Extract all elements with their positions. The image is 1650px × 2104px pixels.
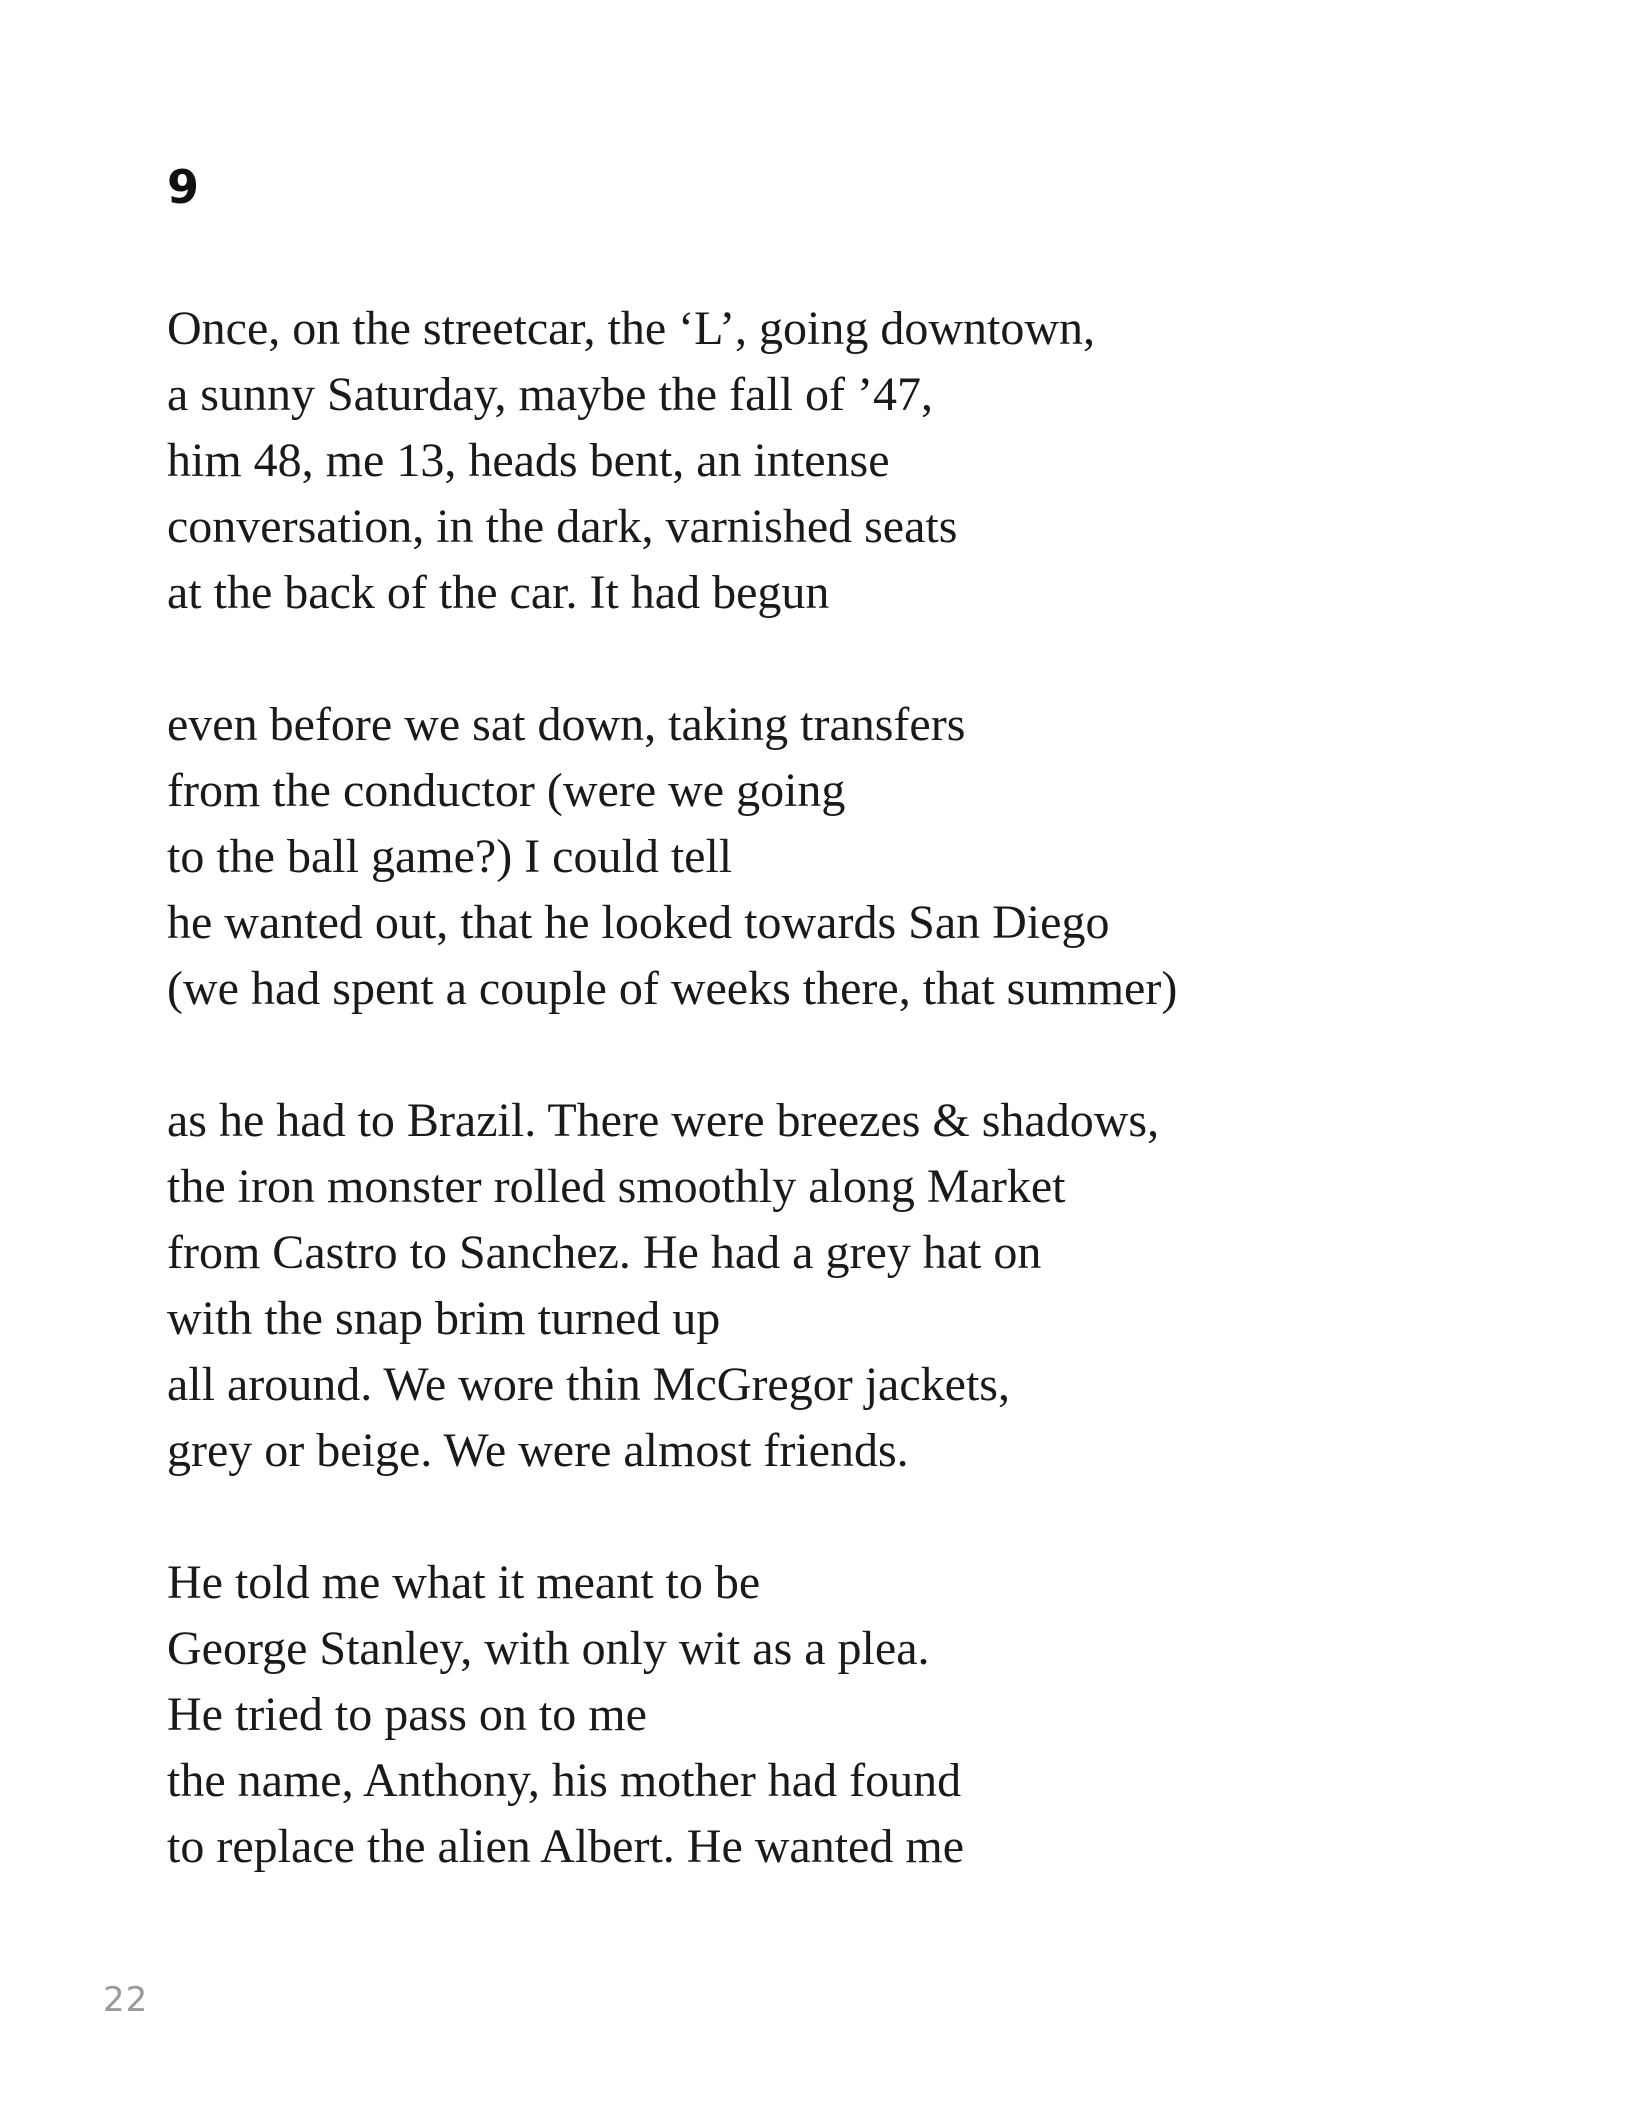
poem-line: He told me what it meant to be bbox=[167, 1556, 761, 1609]
poem-line: him 48, me 13, heads bent, an intense bbox=[167, 434, 890, 487]
poem-line: from Castro to Sanchez. He had a grey hat on bbox=[167, 1226, 1042, 1279]
poem-line: (we had spent a couple of weeks there, that summer) bbox=[167, 962, 1178, 1015]
poem-line: as he had to Brazil. There were breezes & shadows, bbox=[167, 1094, 1160, 1147]
stanza-3 bbox=[167, 1088, 1367, 1484]
poem-line: at the back of the car. It had begun bbox=[167, 566, 830, 619]
poem-line: He tried to pass on to me bbox=[167, 1688, 647, 1741]
poem-line: George Stanley, with only wit as a plea. bbox=[167, 1622, 930, 1675]
page-number: 22 bbox=[103, 1980, 149, 2020]
poem-line: from the conductor (were we going bbox=[167, 764, 846, 817]
poem-line: he wanted out, that he looked towards San Diego bbox=[167, 896, 1110, 949]
poem-line: with the snap brim turned up bbox=[167, 1292, 721, 1345]
poem-line: Once, on the streetcar, the ‘L’, going downtown, bbox=[167, 302, 1096, 355]
stanza-2 bbox=[167, 692, 1367, 1022]
poem-line: to the ball game?) I could tell bbox=[167, 830, 733, 883]
poem-line: to replace the alien Albert. He wanted me bbox=[167, 1820, 964, 1873]
stanza-1 bbox=[167, 296, 1367, 626]
poem-body bbox=[167, 296, 1367, 1946]
poem-line: a sunny Saturday, maybe the fall of ’47, bbox=[167, 368, 934, 421]
poem-line: grey or beige. We were almost friends. bbox=[167, 1424, 909, 1477]
stanza-4 bbox=[167, 1550, 1367, 1880]
poem-line: conversation, in the dark, varnished seats bbox=[167, 500, 958, 553]
poem-line: the iron monster rolled smoothly along Market bbox=[167, 1160, 1066, 1213]
section-number: 9 bbox=[167, 160, 200, 214]
poem-line: the name, Anthony, his mother had found bbox=[167, 1754, 962, 1807]
poem-line: all around. We wore thin McGregor jackets, bbox=[167, 1358, 1010, 1411]
poem-line: even before we sat down, taking transfers bbox=[167, 698, 966, 751]
